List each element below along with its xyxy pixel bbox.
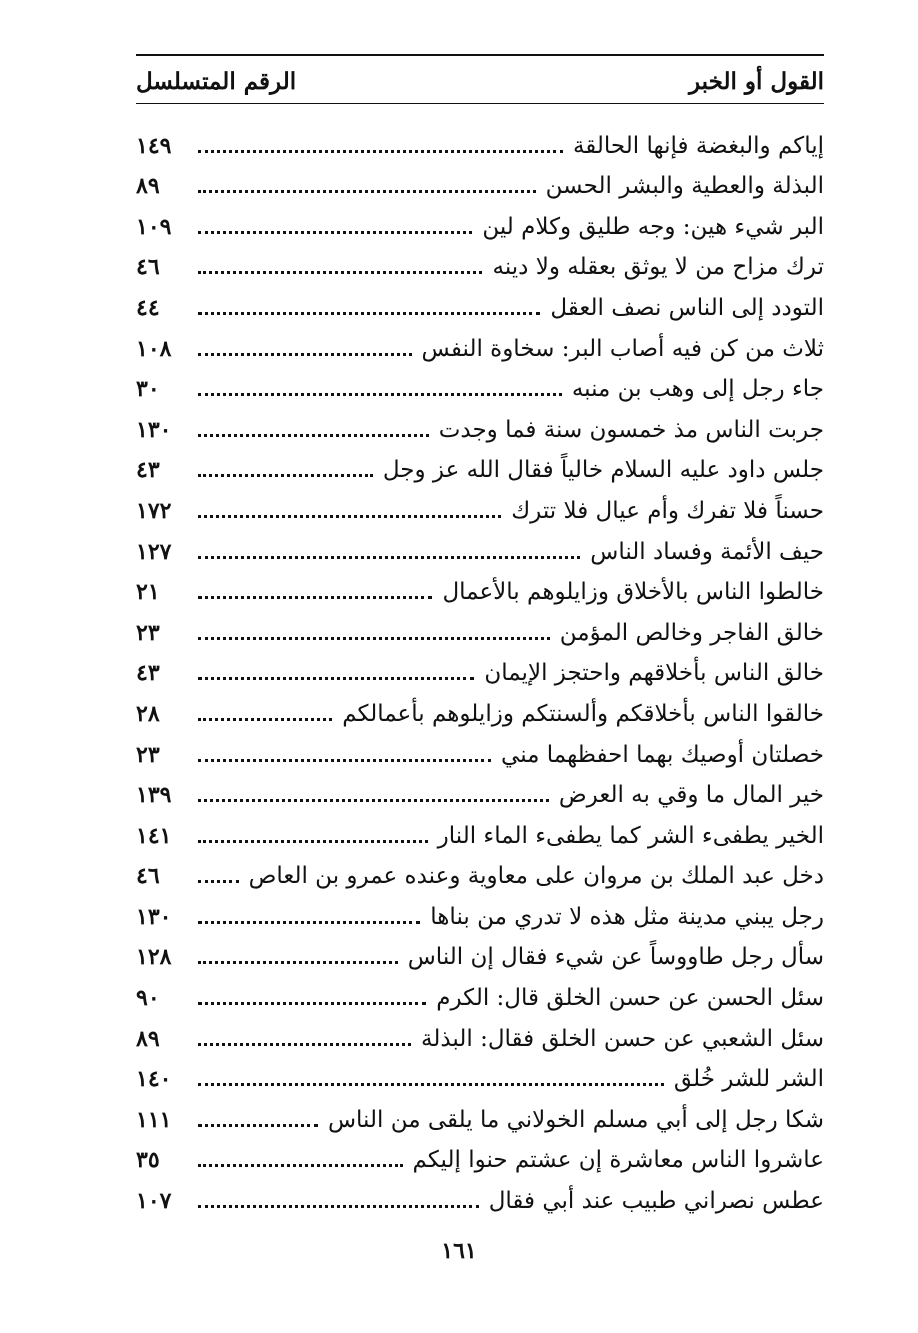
- entry-text: خالقوا الناس بأخلاقكم وألسنتكم وزايلوهم بأعمالكم: [342, 700, 824, 727]
- entry-text: حسناً فلا تفرك وأم عيال فلا تترك: [511, 497, 824, 524]
- entry-text: عاشروا الناس معاشرة إن عشتم حنوا إليكم: [412, 1147, 824, 1174]
- index-entry: [136, 323, 824, 364]
- dot-leader: [198, 231, 472, 234]
- entry-number: ٣٠: [136, 376, 160, 403]
- index-entry: [136, 810, 824, 851]
- entry-text: خير المال ما وقي به العرض: [558, 782, 824, 809]
- entry-number: ٤٦: [136, 254, 160, 281]
- entry-number: ٤٤: [136, 294, 160, 321]
- entry-number: ١٤٠: [136, 1066, 172, 1093]
- index-entry: [136, 851, 824, 892]
- dot-leader: [198, 1124, 318, 1127]
- header-bottom-rule: [136, 103, 824, 104]
- entry-text: البر شيء هين: وجه طليق وكلام لين: [482, 213, 824, 240]
- header-text-column: القول أو الخبر: [688, 68, 824, 95]
- entry-number: ٢٣: [136, 619, 160, 646]
- entry-text: التودد إلى الناس نصف العقل: [550, 294, 824, 321]
- entry-number: ٤٣: [136, 660, 160, 687]
- entry-text: دخل عبد الملك بن مروان على معاوية وعنده عمرو بن العاص: [248, 863, 824, 890]
- dot-leader: [198, 1164, 403, 1167]
- dot-leader: [198, 474, 373, 477]
- index-entry: [136, 1135, 824, 1176]
- entry-number: ١٣٠: [136, 903, 172, 930]
- index-entry: [136, 445, 824, 486]
- index-entry: [136, 607, 824, 648]
- entry-text: الخير يطفىء الشر كما يطفىء الماء النار: [437, 822, 824, 849]
- entry-number: ١١١: [136, 1106, 172, 1133]
- entry-text: خصلتان أوصيك بهما احفظهما مني: [501, 741, 824, 768]
- dot-leader: [198, 1083, 664, 1086]
- index-entry: [136, 1094, 824, 1135]
- entry-text: عطس نصراني طبيب عند أبي فقال: [488, 1188, 824, 1215]
- index-entry: [136, 891, 824, 932]
- index-list: [136, 120, 824, 1216]
- dot-leader: [198, 1002, 426, 1005]
- dot-leader: [198, 190, 536, 193]
- entry-number: ٤٣: [136, 457, 160, 484]
- dot-leader: [198, 515, 501, 518]
- entry-number: ١٠٨: [136, 335, 172, 362]
- index-entry: [136, 201, 824, 242]
- header-number-column: الرقم المتسلسل: [136, 68, 297, 95]
- entry-number: ١٤١: [136, 822, 172, 849]
- entry-number: ٩٠: [136, 985, 160, 1012]
- index-entry: [136, 526, 824, 567]
- page-number: ١٦١: [441, 1238, 477, 1264]
- header-top-rule: [136, 54, 824, 56]
- index-entry: [136, 770, 824, 811]
- entry-text: جلس داود عليه السلام خالياً فقال الله عز وجل: [382, 457, 824, 484]
- entry-text: البذلة والعطية والبشر الحسن: [545, 173, 824, 200]
- entry-number: ١٤٩: [136, 132, 172, 159]
- dot-leader: [198, 596, 432, 599]
- entry-number: ٤٦: [136, 863, 160, 890]
- entry-number: ١٧٢: [136, 497, 172, 524]
- index-entry: [136, 120, 824, 161]
- index-entry: [136, 1175, 824, 1216]
- index-entry: [136, 648, 824, 689]
- entry-text: جربت الناس مذ خمسون سنة فما وجدت: [438, 416, 824, 443]
- entry-text: إياكم والبغضة فإنها الحالقة: [572, 132, 824, 159]
- table-header: [136, 60, 824, 100]
- entry-text: حيف الأئمة وفساد الناس: [590, 538, 824, 565]
- dot-leader: [198, 799, 549, 802]
- dot-leader: [198, 921, 420, 924]
- dot-leader: [198, 353, 412, 356]
- entry-text: سأل رجل طاووساً عن شيء فقال إن الناس: [407, 944, 824, 971]
- index-entry: [136, 242, 824, 283]
- dot-leader: [198, 312, 540, 315]
- entry-number: ١٢٨: [136, 944, 172, 971]
- index-entry: [136, 932, 824, 973]
- entry-number: ٢٨: [136, 700, 160, 727]
- entry-text: رجل يبني مدينة مثل هذه لا تدري من بناها: [430, 903, 824, 930]
- entry-text: خالطوا الناس بالأخلاق وزايلوهم بالأعمال: [442, 579, 824, 606]
- entry-number: ١٣٩: [136, 782, 172, 809]
- dot-leader: [198, 718, 332, 721]
- entry-number: ٢٣: [136, 741, 160, 768]
- dot-leader: [198, 150, 563, 153]
- entry-text: سئل الحسن عن حسن الخلق قال: الكرم: [436, 985, 824, 1012]
- entry-text: خالق الناس بأخلاقهم واحتجز الإيمان: [484, 660, 824, 687]
- dot-leader: [198, 1205, 479, 1208]
- entry-text: جاء رجل إلى وهب بن منبه: [571, 376, 824, 403]
- index-entry: [136, 404, 824, 445]
- entry-text: خالق الفاجر وخالص المؤمن: [559, 619, 824, 646]
- index-entry: [136, 1054, 824, 1095]
- dot-leader: [198, 271, 482, 274]
- dot-leader: [198, 759, 491, 762]
- dot-leader: [198, 880, 239, 883]
- entry-number: ١٠٧: [136, 1188, 172, 1215]
- entry-text: شكا رجل إلى أبي مسلم الخولاني ما يلقى من الناس: [327, 1106, 824, 1133]
- index-entry: [136, 972, 824, 1013]
- index-entry: [136, 161, 824, 202]
- dot-leader: [198, 677, 474, 680]
- dot-leader: [198, 961, 398, 964]
- entry-text: سئل الشعبي عن حسن الخلق فقال: البذلة: [421, 1025, 824, 1052]
- entry-text: الشر للشر خُلق: [673, 1066, 824, 1093]
- dot-leader: [198, 556, 580, 559]
- dot-leader: [198, 434, 429, 437]
- entry-number: ٣٥: [136, 1147, 160, 1174]
- index-entry: [136, 729, 824, 770]
- entry-text: ترك مزاح من لا يوثق بعقله ولا دينه: [492, 254, 824, 281]
- dot-leader: [198, 1043, 411, 1046]
- entry-number: ٢١: [136, 579, 160, 606]
- index-entry: [136, 485, 824, 526]
- entry-number: ١٢٧: [136, 538, 172, 565]
- dot-leader: [198, 393, 562, 396]
- entry-text: ثلاث من كن فيه أصاب البر: سخاوة النفس: [421, 335, 824, 362]
- index-entry: [136, 1013, 824, 1054]
- index-entry: [136, 688, 824, 729]
- dot-leader: [198, 637, 550, 640]
- index-entry: [136, 282, 824, 323]
- entry-number: ١٣٠: [136, 416, 172, 443]
- index-entry: [136, 567, 824, 608]
- entry-number: ٨٩: [136, 173, 160, 200]
- entry-number: ١٠٩: [136, 213, 172, 240]
- index-entry: [136, 364, 824, 405]
- dot-leader: [198, 840, 428, 843]
- entry-number: ٨٩: [136, 1025, 160, 1052]
